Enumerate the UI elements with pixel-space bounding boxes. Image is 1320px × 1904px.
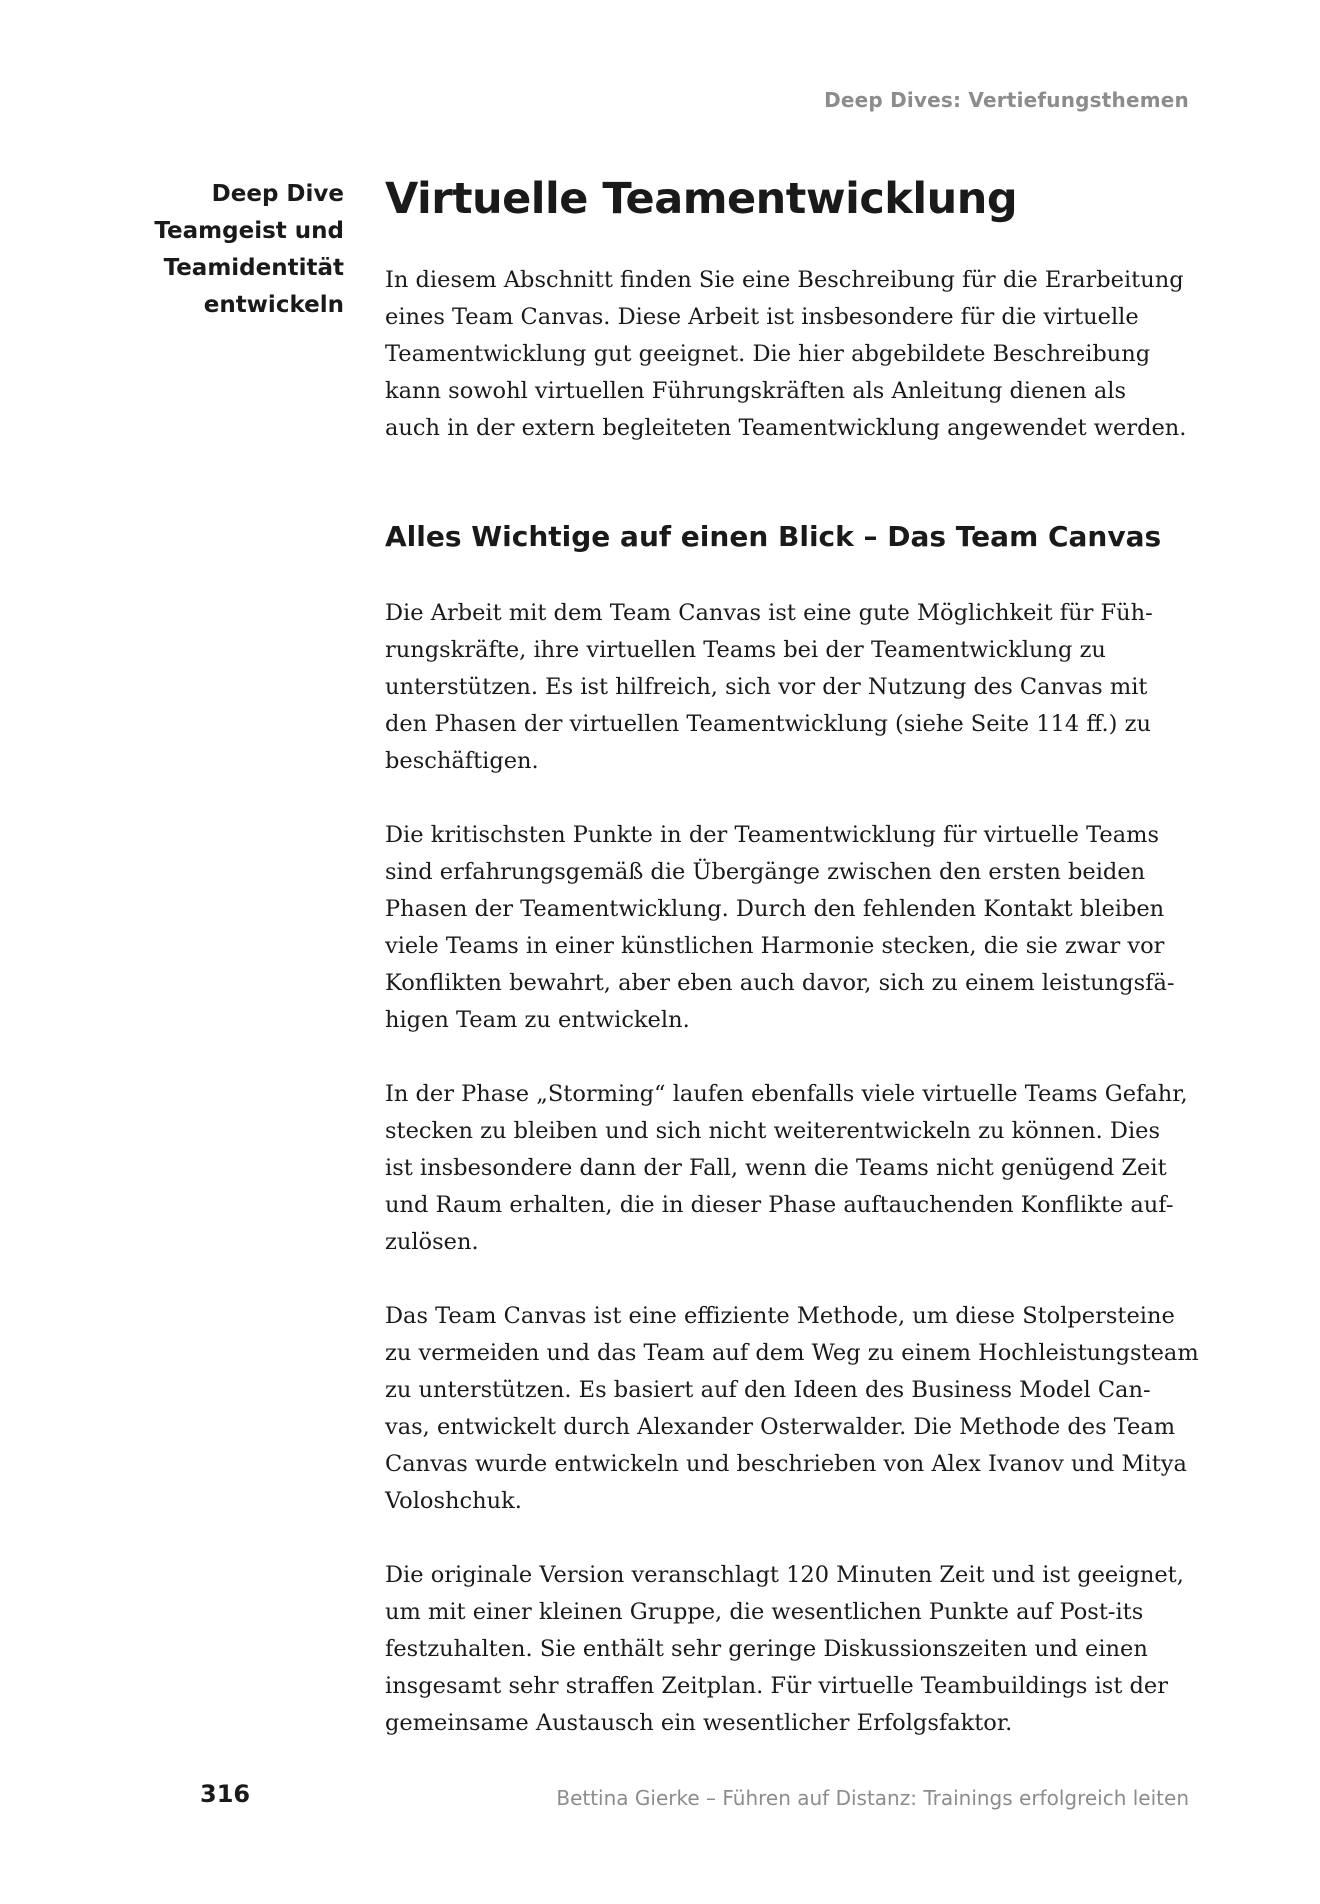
text-line: eines Team Canvas. Diese Arbeit ist insbesondere für die virtuelle — [385, 304, 1139, 330]
body-paragraph-4 — [385, 1298, 1200, 1520]
text-line: festzuhalten. Sie enthält sehr geringe Diskussionszeiten und einen — [385, 1636, 1148, 1662]
running-head: Deep Dives: Vertiefungsthemen — [824, 88, 1189, 112]
text-line: zulösen. — [385, 1229, 479, 1255]
text-line: In der Phase „Storming“ laufen ebenfalls viele virtuelle Teams Gefahr, — [385, 1081, 1188, 1107]
text-line: gemeinsame Austausch ein wesentlicher Erfolgsfaktor. — [385, 1710, 1013, 1736]
text-line: unterstützen. Es ist hilfreich, sich vor der Nutzung des Canvas mit — [385, 674, 1148, 700]
margin-note-line: entwickeln — [203, 292, 344, 318]
text-line: Das Team Canvas ist eine effiziente Methode, um diese Stolpersteine — [385, 1303, 1175, 1329]
text-line: zu unterstützen. Es basiert auf den Ideen des Business Model Can- — [385, 1377, 1151, 1403]
text-line: auch in der extern begleiteten Teamentwicklung angewendet werden. — [385, 415, 1187, 441]
text-line: Die kritischsten Punkte in der Teamentwicklung für virtuelle Teams — [385, 822, 1160, 848]
margin-note — [104, 176, 344, 324]
text-line: In diesem Abschnitt finden Sie eine Beschreibung für die Erarbeitung — [385, 267, 1184, 293]
text-line: rungskräfte, ihre virtuellen Teams bei der Teamentwicklung zu — [385, 637, 1106, 663]
text-line: vas, entwickelt durch Alexander Osterwalder. Die Methode des Team — [385, 1414, 1176, 1440]
main-content — [385, 170, 1200, 1742]
body-paragraph-2 — [385, 817, 1200, 1039]
body-paragraph-5 — [385, 1557, 1200, 1742]
text-line: viele Teams in einer künstlichen Harmonie stecken, die sie zwar vor — [385, 933, 1165, 959]
text-line: sind erfahrungsgemäß die Übergänge zwischen den ersten beiden — [385, 859, 1146, 885]
body-paragraph-3 — [385, 1076, 1200, 1261]
margin-note-line: Deep Dive — [211, 181, 344, 207]
footer-credit: Bettina Gierke – Führen auf Distanz: Trainings erfolgreich leiten — [556, 1786, 1189, 1810]
text-line: insgesamt sehr straffen Zeitplan. Für virtuelle Teambuildings ist der — [385, 1673, 1168, 1699]
body-paragraph-1 — [385, 595, 1200, 780]
margin-note-line: Teamgeist und — [154, 218, 344, 244]
text-line: ist insbesondere dann der Fall, wenn die Teams nicht genügend Zeit — [385, 1155, 1167, 1181]
text-line: und Raum erhalten, die in dieser Phase auftauchenden Konflikte auf- — [385, 1192, 1174, 1218]
text-line: Phasen der Teamentwicklung. Durch den fehlenden Kontakt bleiben — [385, 896, 1165, 922]
text-line: den Phasen der virtuellen Teamentwicklung (siehe Seite 114 ff.) zu — [385, 711, 1151, 737]
text-line: um mit einer kleinen Gruppe, die wesentlichen Punkte auf Post-its — [385, 1599, 1144, 1625]
text-line: zu vermeiden und das Team auf dem Weg zu einem Hochleistungsteam — [385, 1340, 1199, 1366]
text-line: Konflikten bewahrt, aber eben auch davor, sich zu einem leistungsfä- — [385, 970, 1175, 996]
intro-paragraph — [385, 262, 1200, 447]
text-line: kann sowohl virtuellen Führungskräften als Anleitung dienen als — [385, 378, 1127, 404]
text-line: stecken zu bleiben und sich nicht weiterentwickeln zu können. Dies — [385, 1118, 1161, 1144]
margin-note-line: Teamidentität — [163, 255, 344, 281]
section-heading: Alles Wichtige auf einen Blick – Das Team Canvas — [385, 520, 1162, 553]
text-line: Canvas wurde entwickeln und beschrieben von Alex Ivanov und Mitya — [385, 1451, 1187, 1477]
text-line: Die originale Version veranschlagt 120 Minuten Zeit und ist geeignet, — [385, 1562, 1184, 1588]
page-title: Virtuelle Teamentwicklung — [385, 174, 1018, 224]
text-line: Die Arbeit mit dem Team Canvas ist eine gute Möglichkeit für Füh- — [385, 600, 1153, 626]
text-line: Teamentwicklung gut geeignet. Die hier abgebildete Beschreibung — [385, 341, 1151, 367]
text-line: higen Team zu entwickeln. — [385, 1007, 690, 1033]
text-line: beschäftigen. — [385, 748, 539, 774]
text-line: Voloshchuk. — [385, 1488, 522, 1514]
page-number: 316 — [200, 1780, 251, 1808]
